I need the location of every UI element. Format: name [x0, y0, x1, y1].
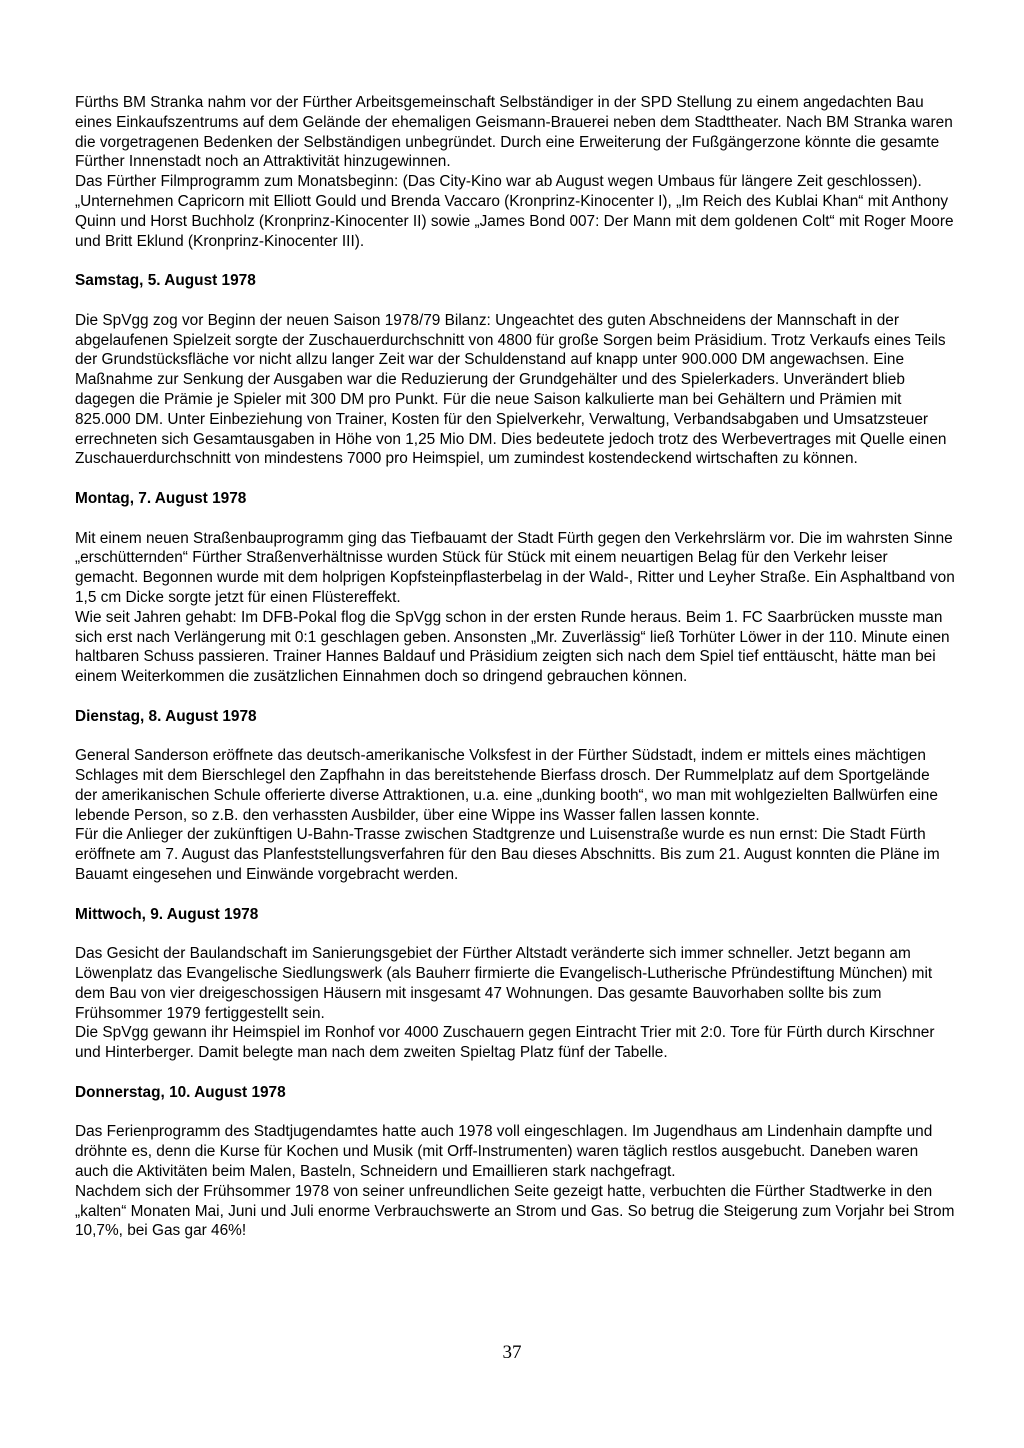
spacer — [75, 687, 955, 707]
section-paragraph: Mit einem neuen Straßenbauprogramm ging das Tiefbauamt der Stadt Fürth gegen den Verkehrslärm vor. Die im wahrsten Sinne „erschütternden“ Fürther Straßenverhältnisse wurden Stück für Stück mit einem neuartigen Belag für den Verkehr leiser gemacht. Begonnen wurde mit dem holprigen Kopfsteinpflasterbelag in der Wald-, Ritter und Leyher Straße. Ein Asphaltband von 1,5 cm Dicke sorgte jetzt für einen Flüstereffekt. — [75, 529, 955, 606]
document-page — [75, 93, 955, 1241]
section-paragraph: Nachdem sich der Frühsommer 1978 von seiner unfreundlichen Seite gezeigt hatte, verbuchten die Fürther Stadtwerke in den „kalten“ Monaten Mai, Juni und Juli enorme Verbrauchswerte an Strom und Gas. So betrug die Steigerung zum Vorjahr bei Strom 10,7%, bei Gas gar 46%! — [75, 1182, 955, 1240]
section-heading: Donnerstag, 10. August 1978 — [75, 1083, 286, 1101]
section-paragraph: Wie seit Jahren gehabt: Im DFB-Pokal flog die SpVgg schon in der ersten Runde heraus. Beim 1. FC Saarbrücken musste man sich erst nach Verlängerung mit 0:1 geschlagen geben. Ansonsten „Mr. Zuverlässig“ ließ Torhüter Löwer in der 110. Minute einen haltbaren Schuss passieren. Trainer Hannes Baldauf und Präsidium zeigten sich nach dem Spiel tief enttäuscht, hätte man bei einem Weiterkommen die zusätzlichen Einnahmen doch so dringend gebrauchen können. — [75, 608, 950, 686]
spacer — [75, 291, 955, 311]
spacer — [75, 469, 955, 489]
section-paragraph: Das Ferienprogramm des Stadtjugendamtes hatte auch 1978 voll eingeschlagen. Im Jugendhaus am Lindenhain dampfte und dröhnte es, denn die Kurse für Kochen und Musik (mit Orff-Instrumenten) waren täglich restlos ausgebucht. Daneben waren auch die Aktivitäten beim Malen, Basteln, Schneidern und Emaillieren stark nachgefragt. — [75, 1123, 933, 1181]
spacer — [75, 251, 955, 271]
spacer — [75, 727, 955, 747]
section-paragraph: General Sanderson eröffnete das deutsch-amerikanische Volksfest in der Fürther Südstadt, indem er mittels eines mächtigen Schlages mit dem Bierschlegel den Zapfhahn in das bereitstehende Bierfass drosch. Der Rummelplatz auf dem Sportgelände der amerikanischen Schule offerierte diverse Attraktionen, u.a. eine „dunking booth“, wo man mit wohlgezielten Ballwürfen eine lebende Person, so z.B. den verhassten Ausbilder, über eine Wippe ins Wasser fallen lassen konnte. — [75, 747, 938, 824]
spacer — [75, 1103, 955, 1123]
section-paragraph: Die SpVgg gewann ihr Heimspiel im Ronhof vor 4000 Zuschauern gegen Eintracht Trier mit 2:0. Tore für Fürth durch Kirschner und Hinterberger. Damit belegte man nach dem zweiten Spieltag Platz fünf der Tabelle. — [75, 1024, 935, 1062]
section-paragraph: Für die Anlieger der zukünftigen U-Bahn-Trasse zwischen Stadtgrenze und Luisenstraße wurde es nun ernst: Die Stadt Fürth eröffnete am 7. August das Planfeststellungsverfahren für den Bau dieses Abschnitts. Bis zum 21. August konnten die Pläne im Bauamt eingesehen und Einwände vorgebracht werden. — [75, 826, 940, 884]
section-paragraph: Das Gesicht der Baulandschaft im Sanierungsgebiet der Fürther Altstadt veränderte sich immer schneller. Jetzt begann am Löwenplatz das Evangelische Siedlungswerk (als Bauherr firmierte die Evangelisch-Lutherische Pfründestiftung München) mit dem Bau von vier dreigeschossigen Häusern mit insgesamt 47 Wohnungen. Das gesamte Bauvorhaben sollte bis zum Frühsommer 1979 fertiggestellt sein. — [75, 945, 933, 1022]
intro-paragraph-1: Fürths BM Stranka nahm vor der Fürther Arbeitsgemeinschaft Selbständiger in der SPD Stellung zu einem angedachten Bau eines Einkaufszentrums auf dem Gelände der ehemaligen Geismann-Brauerei neben dem Stadttheater. Nach BM Stranka waren die vorgetragenen Bedenken der Selbständigen unbegründet. Durch eine Erweiterung der Fußgängerzone könnte die gesamte Fürther Innenstadt noch an Attraktivität hinzugewinnen. — [75, 94, 953, 171]
spacer — [75, 509, 955, 529]
section-paragraph: Die SpVgg zog vor Beginn der neuen Saison 1978/79 Bilanz: Ungeachtet des guten Abschneidens der Mannschaft in der abgelaufenen Spielzeit sorgte der Zuschauerdurchschnitt von 4800 für große Sorgen beim Präsidium. Trotz Verkaufs eines Teils der Grundstücksfläche vor nicht allzu langer Zeit war der Schuldenstand auf knapp unter 900.000 DM angewachsen. Eine Maßnahme zur Senkung der Ausgaben war die Reduzierung der Grundgehälter und des Spielerkaders. Unverändert blieb dagegen die Prämie je Spieler mit 300 DM pro Punkt. Für die neue Saison kalkulierte man bei Gehältern und Prämien mit 825.000 DM. Unter Einbeziehung von Trainer, Kosten für den Spielverkehr, Verwaltung, Verbandsabgaben und Umsatzsteuer errechneten sich Gesamtausgaben in Höhe von 1,25 Mio DM. Dies bedeutete jedoch trotz des Werbevertrages mit Quelle einen Zuschauerdurchschnitt von mindestens 7000 pro Heimspiel, um zumindest kostendeckend wirtschaften zu können. — [75, 311, 947, 468]
section-heading: Dienstag, 8. August 1978 — [75, 707, 257, 725]
section-heading: Mittwoch, 9. August 1978 — [75, 905, 259, 923]
section-heading: Samstag, 5. August 1978 — [75, 272, 256, 290]
page-number: 37 — [502, 1342, 522, 1363]
spacer — [75, 1063, 955, 1083]
spacer — [75, 885, 955, 905]
section-heading: Montag, 7. August 1978 — [75, 489, 247, 507]
intro-paragraph-2: Das Fürther Filmprogramm zum Monatsbeginn: (Das City-Kino war ab August wegen Umbaus für längere Zeit geschlossen). „Unternehmen Capricorn mit Elliott Gould und Brenda Vaccaro (Kronprinz-Kinocenter I), „Im Reich des Kublai Khan“ mit Anthony Quinn und Horst Buchholz (Kronprinz-Kinocenter II) sowie „James Bond 007: Der Mann mit dem goldenen Colt“ mit Roger Moore und Britt Eklund (Kronprinz-Kinocenter III). — [75, 173, 954, 250]
spacer — [75, 924, 955, 944]
